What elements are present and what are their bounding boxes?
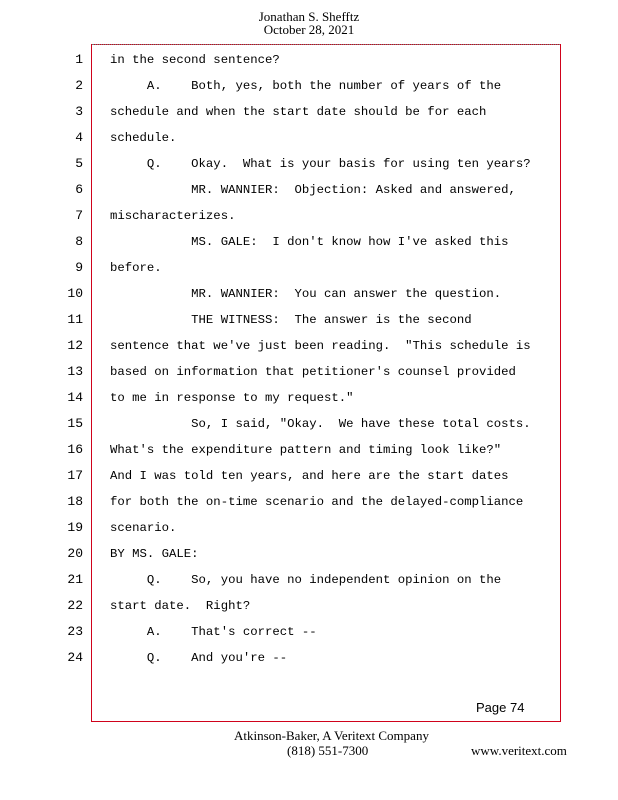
line-text: in the second sentence? — [110, 53, 280, 67]
deposition-date: October 28, 2021 — [263, 22, 355, 37]
line-number: 6 — [75, 182, 83, 197]
line-number: 3 — [75, 104, 83, 119]
line-text: MR. WANNIER: Objection: Asked and answered, — [110, 183, 516, 197]
line-text: based on information that petitioner's counsel provided — [110, 365, 516, 379]
page-number: Page 74 — [476, 700, 525, 715]
line-text: A. Both, yes, both the number of years of the — [110, 79, 502, 93]
line-text: BY MS. GALE: — [110, 547, 199, 561]
line-number: 4 — [75, 130, 83, 145]
transcript-line — [0, 307, 618, 333]
line-text: schedule. — [110, 131, 177, 145]
line-text: Q. So, you have no independent opinion on the — [110, 573, 502, 587]
line-number: 17 — [67, 468, 83, 483]
line-text: And I was told ten years, and here are the start dates — [110, 469, 509, 483]
page-header — [0, 10, 618, 36]
transcript-line — [0, 463, 618, 489]
transcript-line — [0, 47, 618, 73]
transcript-line — [0, 489, 618, 515]
transcript-line — [0, 151, 618, 177]
line-text: schedule and when the start date should be for each — [110, 105, 487, 119]
transcript-line — [0, 333, 618, 359]
transcript-line — [0, 567, 618, 593]
transcript-line — [0, 177, 618, 203]
transcript-line — [0, 203, 618, 229]
line-text: before. — [110, 261, 162, 275]
footer-company: Atkinson-Baker, A Veritext Company — [234, 728, 429, 743]
line-text: So, I said, "Okay. We have these total costs. — [110, 417, 531, 431]
line-number: 10 — [67, 286, 83, 301]
line-number: 8 — [75, 234, 83, 249]
line-number: 2 — [75, 78, 83, 93]
transcript-line — [0, 593, 618, 619]
deponent-name: Jonathan S. Shefftz — [258, 9, 360, 24]
line-text: Q. And you're -- — [110, 651, 288, 665]
transcript-line — [0, 359, 618, 385]
line-text: THE WITNESS: The answer is the second — [110, 313, 472, 327]
line-number: 12 — [67, 338, 83, 353]
transcript-line — [0, 619, 618, 645]
line-number: 7 — [75, 208, 83, 223]
transcript-line — [0, 125, 618, 151]
transcript-line — [0, 411, 618, 437]
line-number: 13 — [67, 364, 83, 379]
transcript-line — [0, 437, 618, 463]
line-number: 21 — [67, 572, 83, 587]
transcript-line — [0, 645, 618, 671]
line-number: 18 — [67, 494, 83, 509]
transcript-line — [0, 385, 618, 411]
line-number: 1 — [75, 52, 83, 67]
transcript-line — [0, 541, 618, 567]
transcript-line — [0, 255, 618, 281]
line-text: Q. Okay. What is your basis for using ten years? — [110, 157, 531, 171]
line-number: 9 — [75, 260, 83, 275]
line-text: MS. GALE: I don't know how I've asked this — [110, 235, 509, 249]
line-text: sentence that we've just been reading. "This schedule is — [110, 339, 531, 353]
line-number: 11 — [67, 312, 83, 327]
footer-website: www.veritext.com — [471, 743, 567, 758]
transcript-line — [0, 515, 618, 541]
line-text: What's the expenditure pattern and timing look like?" — [110, 443, 502, 457]
footer-phone: (818) 551-7300 — [287, 743, 369, 758]
transcript-line — [0, 281, 618, 307]
line-text: for both the on-time scenario and the delayed-compliance — [110, 495, 524, 509]
line-number: 23 — [67, 624, 83, 639]
line-number: 24 — [67, 650, 83, 665]
line-text: MR. WANNIER: You can answer the question. — [110, 287, 502, 301]
line-number: 16 — [67, 442, 83, 457]
line-text: A. That's correct -- — [110, 625, 317, 639]
transcript-line — [0, 73, 618, 99]
line-text: start date. Right? — [110, 599, 251, 613]
line-number: 22 — [67, 598, 83, 613]
line-number: 20 — [67, 546, 83, 561]
transcript-line — [0, 99, 618, 125]
line-text: scenario. — [110, 521, 177, 535]
line-number: 15 — [67, 416, 83, 431]
line-number: 19 — [67, 520, 83, 535]
line-number: 14 — [67, 390, 83, 405]
line-text: to me in response to my request." — [110, 391, 354, 405]
line-number: 5 — [75, 156, 83, 171]
line-text: mischaracterizes. — [110, 209, 236, 223]
transcript-line — [0, 229, 618, 255]
